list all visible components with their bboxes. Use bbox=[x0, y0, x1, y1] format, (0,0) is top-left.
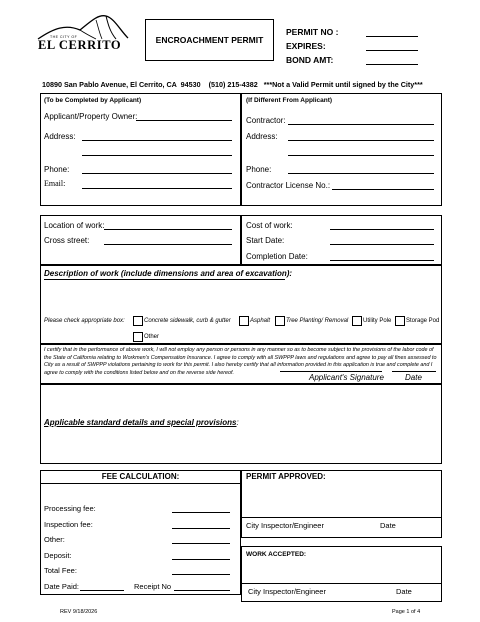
contractor-address-field-2[interactable] bbox=[288, 155, 434, 156]
permit-no-field[interactable] bbox=[366, 36, 418, 37]
revision-date: REV 9/18/2026 bbox=[60, 609, 98, 615]
applicant-address-field-1[interactable] bbox=[82, 140, 232, 141]
description-heading-underline bbox=[44, 279, 285, 280]
bond-amt-field[interactable] bbox=[366, 64, 418, 65]
page-number: Page 1 of 4 bbox=[392, 609, 421, 615]
check-prompt: Please check appropriate box: bbox=[44, 318, 125, 324]
description-heading: Description of work (include dimensions and area of excavation): bbox=[44, 269, 293, 278]
contractor-label: Contractor: bbox=[246, 116, 286, 125]
contractor-phone-label: Phone: bbox=[246, 165, 272, 174]
approval-heading: PERMIT APPROVED: bbox=[246, 472, 326, 481]
logo-city-name: EL CERRITO bbox=[38, 38, 122, 52]
date-paid-field[interactable] bbox=[80, 590, 124, 591]
option-asphalt[interactable] bbox=[239, 316, 270, 326]
inspection-fee-field[interactable] bbox=[172, 528, 230, 529]
contractor-heading: (If Different From Applicant) bbox=[246, 97, 333, 104]
permit-no-label: PERMIT NO : bbox=[286, 27, 339, 37]
acceptance-signature-field[interactable] bbox=[241, 583, 442, 584]
fee-heading: FEE CALCULATION: bbox=[101, 472, 180, 481]
storage-pod-checkbox[interactable] bbox=[395, 316, 405, 326]
expires-label: EXPIRES: bbox=[286, 41, 326, 51]
other-fee-field[interactable] bbox=[172, 543, 230, 544]
applicant-phone-label: Phone: bbox=[44, 165, 70, 174]
certification-text: I certify that in the performance of above work, I will not employ any person or persons in any manner so as to become subject to the provisions of the labor code of the State of California relating to Workmen's Compensation Insurance. I agree to comply with all SWPPP laws and regulations and agree to pay all fines assessed to City as a result of SWPPP violations pertaining to work for this permit. I also hereby certify that all information provided in this application is true and complete and I agree to comply with the conditions listed below and on the reverse side hereof. bbox=[44, 347, 437, 376]
option-storage-pod-label: Storage Pod bbox=[406, 318, 440, 324]
completion-date-field[interactable] bbox=[330, 260, 434, 261]
applicant-address-label: Address: bbox=[44, 132, 76, 141]
start-date-field[interactable] bbox=[330, 244, 434, 245]
option-concrete-label: Concrete sidewalk, curb & gutter bbox=[144, 318, 231, 324]
tree-checkbox[interactable] bbox=[275, 316, 285, 326]
option-concrete[interactable] bbox=[133, 316, 231, 326]
approval-date-label: Date bbox=[380, 521, 396, 530]
applicant-email-field[interactable] bbox=[82, 188, 232, 189]
page-title: ENCROACHMENT PERMIT bbox=[155, 35, 264, 45]
applicant-phone-field[interactable] bbox=[82, 173, 232, 174]
cost-label: Cost of work: bbox=[246, 221, 293, 230]
deposit-field[interactable] bbox=[172, 559, 230, 560]
standards-heading: Applicable standard details and special provisions bbox=[44, 418, 237, 427]
option-utility-pole[interactable] bbox=[352, 316, 391, 326]
bond-amt-label: BOND AMT: bbox=[286, 55, 334, 65]
expires-field[interactable] bbox=[366, 50, 418, 51]
fee-heading-rule bbox=[40, 483, 241, 484]
cross-street-label: Cross street: bbox=[44, 236, 90, 245]
option-tree-label: Tree Planting/ Removal bbox=[286, 318, 349, 324]
applicant-heading: (To be Completed by Applicant) bbox=[44, 97, 142, 104]
processing-fee-field[interactable] bbox=[172, 512, 230, 513]
asphalt-checkbox[interactable] bbox=[239, 316, 249, 326]
city-logo bbox=[36, 8, 132, 52]
inspector-label: City Inspector/Engineer bbox=[246, 521, 324, 530]
option-tree[interactable] bbox=[275, 316, 348, 326]
option-utility-pole-label: Utility Pole bbox=[363, 318, 392, 324]
signature-field[interactable] bbox=[280, 371, 382, 372]
city-address-line: 10890 San Pablo Avenue, El Cerrito, CA 94530 (510) 215-4382 ***Not a Valid Permit until signed by the City*** bbox=[42, 80, 423, 89]
applicant-address-field-2[interactable] bbox=[82, 155, 232, 156]
location-field[interactable] bbox=[104, 229, 232, 230]
contractor-license-label: Contractor License No.: bbox=[246, 181, 331, 190]
inspection-fee-label: Inspection fee: bbox=[44, 520, 93, 529]
date-paid-label: Date Paid: bbox=[44, 582, 80, 591]
utility-pole-checkbox[interactable] bbox=[352, 316, 362, 326]
receipt-no-label: Receipt No bbox=[134, 582, 172, 591]
completion-date-label: Completion Date: bbox=[246, 252, 308, 261]
applicant-email-label: Email: bbox=[44, 179, 66, 188]
contractor-license-field[interactable] bbox=[332, 189, 434, 190]
work-accepted-heading: WORK ACCEPTED: bbox=[246, 551, 307, 558]
start-date-label: Start Date: bbox=[246, 236, 285, 245]
receipt-no-field[interactable] bbox=[174, 590, 230, 591]
standards-colon: : bbox=[236, 418, 239, 427]
contractor-phone-field[interactable] bbox=[288, 173, 434, 174]
contractor-address-field-1[interactable] bbox=[288, 140, 434, 141]
owner-field[interactable] bbox=[136, 120, 232, 121]
logo-small-text: THE CITY OF bbox=[50, 35, 78, 39]
signature-date-field[interactable] bbox=[392, 371, 436, 372]
fee-section bbox=[40, 470, 241, 595]
standards-heading-wrap bbox=[44, 418, 239, 427]
owner-label: Applicant/Property Owner: bbox=[44, 112, 138, 121]
contractor-field[interactable] bbox=[288, 124, 434, 125]
concrete-checkbox[interactable] bbox=[133, 316, 143, 326]
other-checkbox[interactable] bbox=[133, 332, 143, 342]
signature-label: Applicant's Signature bbox=[309, 373, 384, 382]
acceptance-date-label: Date bbox=[396, 587, 412, 596]
approval-signature-field[interactable] bbox=[241, 517, 442, 518]
signature-date-label: Date bbox=[405, 373, 422, 382]
processing-fee-label: Processing fee: bbox=[44, 504, 96, 513]
contractor-address-label: Address: bbox=[246, 132, 278, 141]
applicant-section bbox=[40, 93, 241, 206]
option-other-label: Other bbox=[144, 334, 160, 340]
total-fee-label: Total Fee: bbox=[44, 566, 77, 575]
inspector2-label: City Inspector/Engineer bbox=[248, 587, 326, 596]
option-other[interactable] bbox=[133, 332, 159, 342]
deposit-label: Deposit: bbox=[44, 551, 72, 560]
location-label: Location of work: bbox=[44, 221, 105, 230]
cross-street-field[interactable] bbox=[104, 244, 232, 245]
cost-field[interactable] bbox=[330, 229, 434, 230]
total-fee-field[interactable] bbox=[172, 574, 230, 575]
option-asphalt-label: Asphalt bbox=[250, 318, 271, 324]
option-storage-pod[interactable] bbox=[395, 316, 439, 326]
other-fee-label: Other: bbox=[44, 535, 65, 544]
